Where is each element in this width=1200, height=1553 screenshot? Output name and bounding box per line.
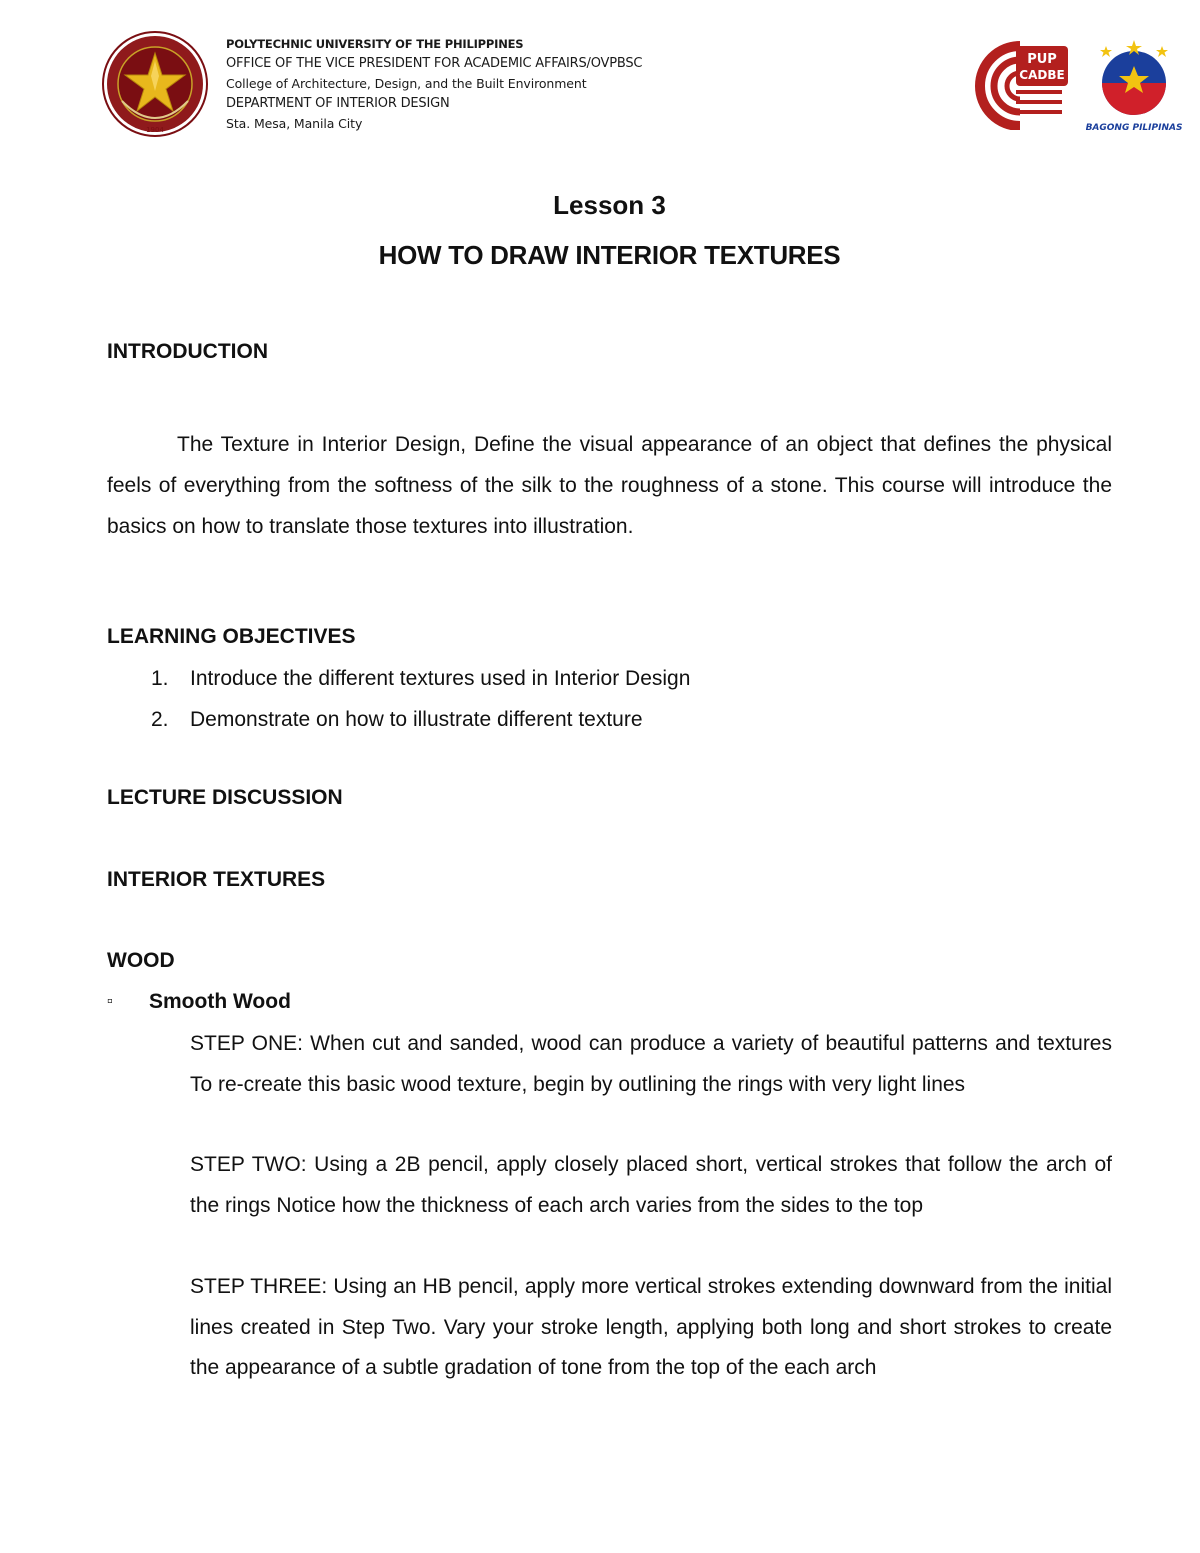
office-name: OFFICE OF THE VICE PRESIDENT FOR ACADEMIC AFFAIRS/OVPBSC (226, 56, 643, 71)
smooth-wood-subheading: Smooth Wood (149, 990, 291, 1013)
bagong-pilipinas-caption: BAGONG PILIPINAS (1086, 123, 1182, 133)
introduction-paragraph (107, 424, 1112, 547)
step-three-text: STEP THREE: Using an HB pencil, apply more vertical strokes extending downward from the initial lines created in Step Two. Vary your stroke length, applying both long and short strokes to create the appearance of a subtle gradation of tone from the top of the each arch (190, 1275, 1112, 1379)
cadbe-logo-line-1: PUP (1027, 52, 1057, 67)
pup-cadbe-logo (968, 40, 1074, 130)
list-item-number: 1. (151, 667, 169, 690)
list-item-text: Demonstrate on how to illustrate different texture (190, 708, 643, 731)
step-one-text: STEP ONE: When cut and sanded, wood can produce a variety of beautiful patterns and textures To re-create this basic wood texture, begin by outlining the rings with very light lines (190, 1032, 1112, 1096)
header-text-block (226, 34, 642, 134)
step-two-text: STEP TWO: Using a 2B pencil, apply closely placed short, vertical strokes that follow the arch of the rings Notice how the thickness of each arch varies from the sides to the top (190, 1153, 1112, 1217)
bagong-pilipinas-logo (1086, 38, 1182, 134)
objectives-heading: LEARNING OBJECTIVES (107, 625, 356, 648)
college-name: College of Architecture, Design, and the Built Environment (226, 76, 587, 91)
location-text: Sta. Mesa, Manila City (226, 116, 363, 131)
list-item (107, 699, 1107, 740)
interior-textures-heading: INTERIOR TEXTURES (107, 868, 326, 891)
university-name: POLYTECHNIC UNIVERSITY OF THE PHILIPPINES (226, 37, 524, 51)
list-item-number: 2. (151, 708, 169, 731)
lecture-discussion-heading: LECTURE DISCUSSION (107, 786, 343, 809)
seal-year: 1904 (146, 126, 164, 134)
list-item (107, 658, 1107, 699)
bullet-icon: ▫ (107, 993, 113, 1010)
cadbe-logo-line-2: CADBE (1019, 68, 1065, 82)
objectives-list (107, 658, 1107, 740)
lesson-number: Lesson 3 (553, 190, 666, 220)
list-item-text: Introduce the different textures used in Interior Design (190, 667, 691, 690)
smooth-wood-bullet-line (107, 990, 291, 1014)
department-name: DEPARTMENT OF INTERIOR DESIGN (226, 96, 450, 111)
pup-seal-logo (102, 31, 208, 137)
lesson-title: HOW TO DRAW INTERIOR TEXTURES (378, 240, 841, 270)
introduction-heading: INTRODUCTION (107, 340, 268, 363)
wood-heading: WOOD (107, 949, 175, 972)
introduction-text: The Texture in Interior Design, Define the visual appearance of an object that defines the physical feels of everything from the softness of the silk to the roughness of a stone. This course will introduce the basics on how to translate those textures into illustration. (107, 433, 1112, 538)
